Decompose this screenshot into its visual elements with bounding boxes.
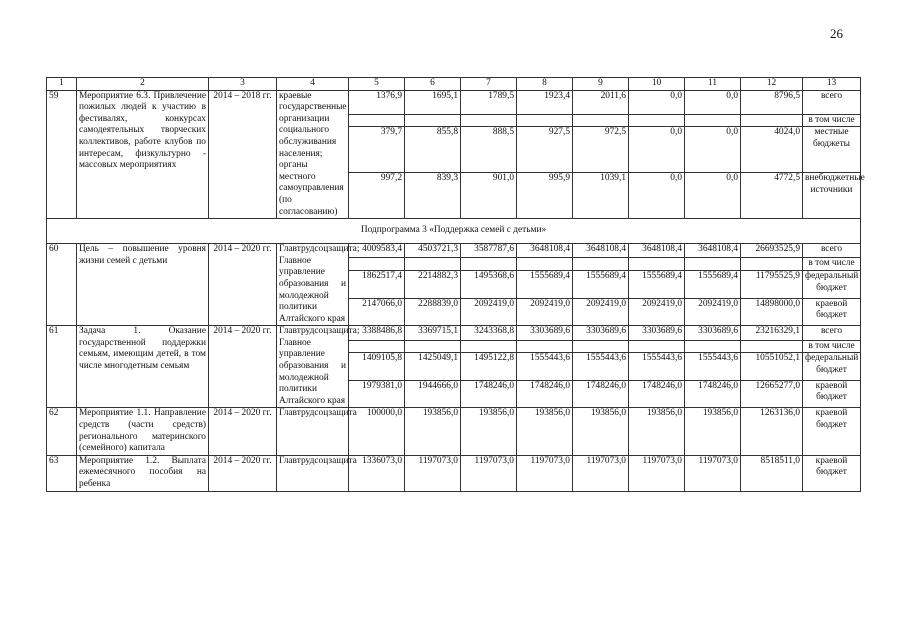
value-cell: 1039,1 — [573, 173, 629, 219]
total-cell: 8518511,0 — [741, 455, 803, 491]
table-row — [47, 455, 861, 491]
source-cell: внебюджетные источники — [803, 173, 861, 219]
value-cell — [629, 340, 685, 353]
value-cell: 2214882,3 — [405, 271, 461, 299]
value-cell — [461, 114, 517, 127]
value-cell: 2092419,0 — [685, 298, 741, 326]
header-cell: 3 — [209, 78, 277, 91]
total-cell — [741, 340, 803, 353]
value-cell: 839,3 — [405, 173, 461, 219]
source-cell: краевой бюджет — [803, 298, 861, 326]
header-cell: 4 — [277, 78, 349, 91]
measure-name: Мероприятие 6.3. Привлечение пожилых людей к участию в фестивалях, конкурсах самодеятельных творческих коллективов, работе клубов по интересам, физкультурно - массовых мероприятиях — [77, 90, 209, 219]
value-cell: 3243368,8 — [461, 326, 517, 340]
total-cell — [741, 258, 803, 271]
value-cell: 3648108,4 — [573, 244, 629, 258]
value-cell: 3303689,6 — [573, 326, 629, 340]
total-cell — [741, 114, 803, 127]
header-cell: 5 — [349, 78, 405, 91]
header-cell: 11 — [685, 78, 741, 91]
value-cell: 2092419,0 — [461, 298, 517, 326]
value-cell: 3303689,6 — [629, 326, 685, 340]
value-cell: 1197073,0 — [461, 455, 517, 491]
value-cell: 995,9 — [517, 173, 573, 219]
table-row — [47, 326, 861, 340]
value-cell: 1555689,4 — [573, 271, 629, 299]
value-cell: 193856,0 — [405, 408, 461, 455]
value-cell: 1748246,0 — [573, 380, 629, 408]
value-cell: 855,8 — [405, 127, 461, 173]
budget-table — [46, 77, 865, 492]
value-cell — [573, 114, 629, 127]
value-cell — [405, 340, 461, 353]
value-cell: 1748246,0 — [461, 380, 517, 408]
measure-name: Цель – повышение уровня жизни семей с детьми — [77, 244, 209, 326]
value-cell: 0,0 — [685, 127, 741, 173]
executor: Главтрудсоцзащита; Главное управление образования и молодежной политики Алтайского края — [277, 244, 349, 326]
total-cell: 4024,0 — [741, 127, 803, 173]
value-cell: 888,5 — [461, 127, 517, 173]
total-cell: 14898000,0 — [741, 298, 803, 326]
value-cell: 1495122,8 — [461, 353, 517, 381]
value-cell: 1748246,0 — [517, 380, 573, 408]
value-cell: 0,0 — [629, 173, 685, 219]
value-cell: 1944666,0 — [405, 380, 461, 408]
measure-name: Мероприятие 1.1. Направление средств (части средств) регионального материнского (семейного) капитала — [77, 408, 209, 455]
value-cell: 3303689,6 — [517, 326, 573, 340]
value-cell: 100000,0 — [349, 408, 405, 455]
value-cell: 927,5 — [517, 127, 573, 173]
source-cell: всего — [803, 90, 861, 114]
executor: Главтрудсоцзащита — [277, 408, 349, 455]
source-cell: всего — [803, 244, 861, 258]
total-cell: 12665277,0 — [741, 380, 803, 408]
value-cell — [573, 340, 629, 353]
value-cell: 997,2 — [349, 173, 405, 219]
period: 2014 – 2020 гг. — [209, 455, 277, 491]
header-cell: 13 — [803, 78, 861, 91]
header-cell: 2 — [77, 78, 209, 91]
value-cell: 2092419,0 — [517, 298, 573, 326]
value-cell — [685, 114, 741, 127]
value-cell: 193856,0 — [461, 408, 517, 455]
value-cell — [349, 340, 405, 353]
source-cell: в том числе — [803, 258, 861, 271]
header-cell: 9 — [573, 78, 629, 91]
table-row — [47, 244, 861, 258]
source-cell: местные бюджеты — [803, 127, 861, 173]
value-cell — [573, 258, 629, 271]
subprogram-row — [47, 219, 861, 244]
value-cell: 3587787,6 — [461, 244, 517, 258]
value-cell: 1197073,0 — [573, 455, 629, 491]
value-cell — [517, 340, 573, 353]
value-cell: 1376,9 — [349, 90, 405, 114]
value-cell: 4009583,4 — [349, 244, 405, 258]
value-cell: 1336073,0 — [349, 455, 405, 491]
page-number: 26 — [830, 26, 843, 41]
header-cell: 7 — [461, 78, 517, 91]
value-cell: 1197073,0 — [629, 455, 685, 491]
value-cell: 1748246,0 — [685, 380, 741, 408]
row-number: 62 — [47, 408, 77, 455]
value-cell: 1197073,0 — [685, 455, 741, 491]
value-cell: 0,0 — [629, 127, 685, 173]
row-number: 60 — [47, 244, 77, 326]
value-cell: 3648108,4 — [517, 244, 573, 258]
value-cell: 2092419,0 — [573, 298, 629, 326]
source-cell: в том числе — [803, 114, 861, 127]
value-cell — [461, 340, 517, 353]
value-cell — [517, 258, 573, 271]
header-cell: 6 — [405, 78, 461, 91]
value-cell: 1555443,6 — [685, 353, 741, 381]
value-cell — [685, 340, 741, 353]
value-cell: 1555443,6 — [517, 353, 573, 381]
period: 2014 – 2020 гг. — [209, 326, 277, 408]
value-cell: 1555689,4 — [517, 271, 573, 299]
total-cell: 23216329,1 — [741, 326, 803, 340]
value-cell: 0,0 — [685, 90, 741, 114]
value-cell: 1862517,4 — [349, 271, 405, 299]
value-cell: 193856,0 — [573, 408, 629, 455]
value-cell: 1425049,1 — [405, 353, 461, 381]
value-cell: 3369715,1 — [405, 326, 461, 340]
header-cell: 8 — [517, 78, 573, 91]
value-cell — [349, 258, 405, 271]
value-cell: 1979381,0 — [349, 380, 405, 408]
value-cell — [461, 258, 517, 271]
value-cell — [629, 114, 685, 127]
period: 2014 – 2018 гг. — [209, 90, 277, 219]
value-cell: 1555689,4 — [685, 271, 741, 299]
source-cell: краевой бюджет — [803, 455, 861, 491]
value-cell: 2147066,0 — [349, 298, 405, 326]
value-cell — [349, 114, 405, 127]
value-cell: 1555443,6 — [573, 353, 629, 381]
table-row — [47, 90, 861, 114]
value-cell: 3648108,4 — [685, 244, 741, 258]
source-cell: в том числе — [803, 340, 861, 353]
value-cell: 2288839,0 — [405, 298, 461, 326]
period: 2014 – 2020 гг. — [209, 408, 277, 455]
value-cell: 1409105,8 — [349, 353, 405, 381]
value-cell: 972,5 — [573, 127, 629, 173]
source-cell: всего — [803, 326, 861, 340]
column-number-row — [47, 78, 861, 91]
total-cell: 8796,5 — [741, 90, 803, 114]
source-cell: краевой бюджет — [803, 408, 861, 455]
executor: Главтрудсоцзащита — [277, 455, 349, 491]
table-row — [47, 408, 861, 455]
value-cell — [405, 114, 461, 127]
subprogram-title: Подпрограмма 3 «Поддержка семей с детьми» — [47, 219, 861, 244]
value-cell: 193856,0 — [629, 408, 685, 455]
value-cell: 1555443,6 — [629, 353, 685, 381]
value-cell: 193856,0 — [685, 408, 741, 455]
value-cell: 4503721,3 — [405, 244, 461, 258]
value-cell — [629, 258, 685, 271]
value-cell: 3303689,6 — [685, 326, 741, 340]
source-cell: федеральный бюджет — [803, 271, 861, 299]
total-cell: 4772,5 — [741, 173, 803, 219]
value-cell: 3388486,8 — [349, 326, 405, 340]
row-number: 63 — [47, 455, 77, 491]
total-cell: 1263136,0 — [741, 408, 803, 455]
value-cell — [685, 258, 741, 271]
total-cell: 11795525,9 — [741, 271, 803, 299]
value-cell — [517, 114, 573, 127]
value-cell: 3648108,4 — [629, 244, 685, 258]
value-cell: 1789,5 — [461, 90, 517, 114]
period: 2014 – 2020 гг. — [209, 244, 277, 326]
source-cell: федеральный бюджет — [803, 353, 861, 381]
value-cell: 0,0 — [685, 173, 741, 219]
value-cell: 0,0 — [629, 90, 685, 114]
total-cell: 10551052,1 — [741, 353, 803, 381]
executor: краевые государственные организации социального обслуживания населения; органы местного самоуправления (по согласованию) — [277, 90, 349, 219]
value-cell: 1555689,4 — [629, 271, 685, 299]
value-cell: 1197073,0 — [517, 455, 573, 491]
header-cell: 10 — [629, 78, 685, 91]
source-cell: краевой бюджет — [803, 380, 861, 408]
value-cell: 901,0 — [461, 173, 517, 219]
value-cell: 1495368,6 — [461, 271, 517, 299]
executor: Главтрудсоцзащита; Главное управление образования и молодежной политики Алтайского края — [277, 326, 349, 408]
value-cell: 1197073,0 — [405, 455, 461, 491]
header-cell: 1 — [47, 78, 77, 91]
row-number: 61 — [47, 326, 77, 408]
header-cell: 12 — [741, 78, 803, 91]
value-cell: 2011,6 — [573, 90, 629, 114]
measure-name: Задача 1. Оказание государственной поддержки семьям, имеющим детей, в том числе многодетным семьям — [77, 326, 209, 408]
row-number: 59 — [47, 90, 77, 219]
value-cell: 1923,4 — [517, 90, 573, 114]
total-cell: 26693525,9 — [741, 244, 803, 258]
value-cell: 379,7 — [349, 127, 405, 173]
value-cell: 1695,1 — [405, 90, 461, 114]
value-cell: 2092419,0 — [629, 298, 685, 326]
value-cell: 193856,0 — [517, 408, 573, 455]
value-cell — [405, 258, 461, 271]
measure-name: Мероприятие 1.2. Выплата ежемесячного пособия на ребенка — [77, 455, 209, 491]
value-cell: 1748246,0 — [629, 380, 685, 408]
